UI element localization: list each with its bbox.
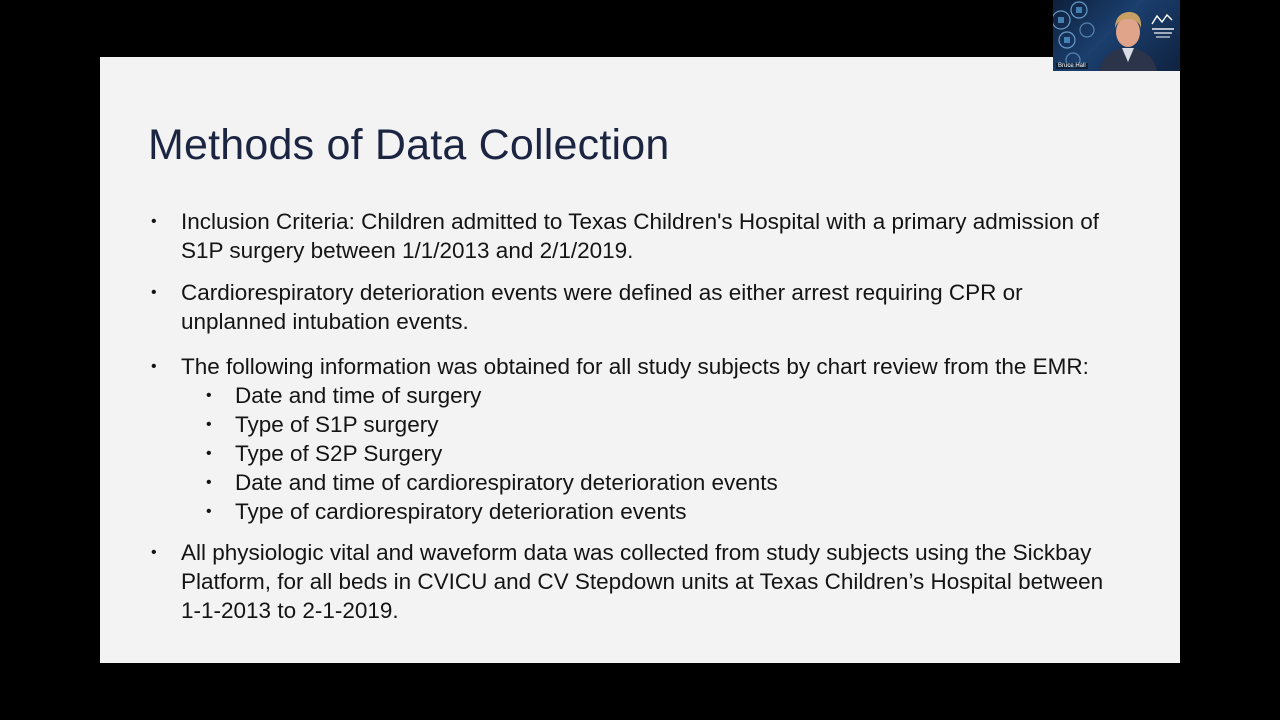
participant-video-tile[interactable] — [1053, 0, 1180, 71]
bullet-list — [148, 207, 1128, 625]
bullet-text: The following information was obtained for all study subjects by chart review from the EMR: — [181, 354, 1089, 379]
presentation-slide — [100, 57, 1180, 663]
bullet-text: Inclusion Criteria: Children admitted to Texas Children's Hospital with a primary admission of S1P surgery between 1/1/2013 and 2/1/2019. — [181, 209, 1100, 263]
sub-bullet-item: • Type of S1P surgery — [235, 410, 1128, 439]
sub-bullet-item: • Type of S2P Surgery — [235, 439, 1128, 468]
healthcare-data-matters-logo — [1150, 12, 1176, 42]
sub-bullet-list — [181, 381, 1128, 526]
bullet-text: All physiologic vital and waveform data was collected from study subjects using the Sickbay Platform, for all beds in CVICU and CV Stepdown units at Texas Children’s Hospital between 1-1-2013 to 2-1-2019. — [181, 540, 1104, 623]
bullet-item — [148, 352, 1128, 526]
sub-bullet-item: • Date and time of cardiorespiratory deterioration events — [235, 468, 1128, 497]
bullet-item — [148, 278, 1128, 336]
sub-bullet-item: • Date and time of surgery — [235, 381, 1128, 410]
bullet-text: Cardiorespiratory deterioration events were defined as either arrest requiring CPR or unplanned intubation events. — [181, 280, 1023, 334]
bullet-item — [148, 538, 1128, 625]
bullet-item — [148, 207, 1128, 265]
slide-title: Methods of Data Collection — [148, 121, 670, 169]
sub-bullet-item: • Type of cardiorespiratory deterioration events — [235, 497, 1128, 526]
participant-name-label: Bruce Hall — [1058, 63, 1086, 69]
